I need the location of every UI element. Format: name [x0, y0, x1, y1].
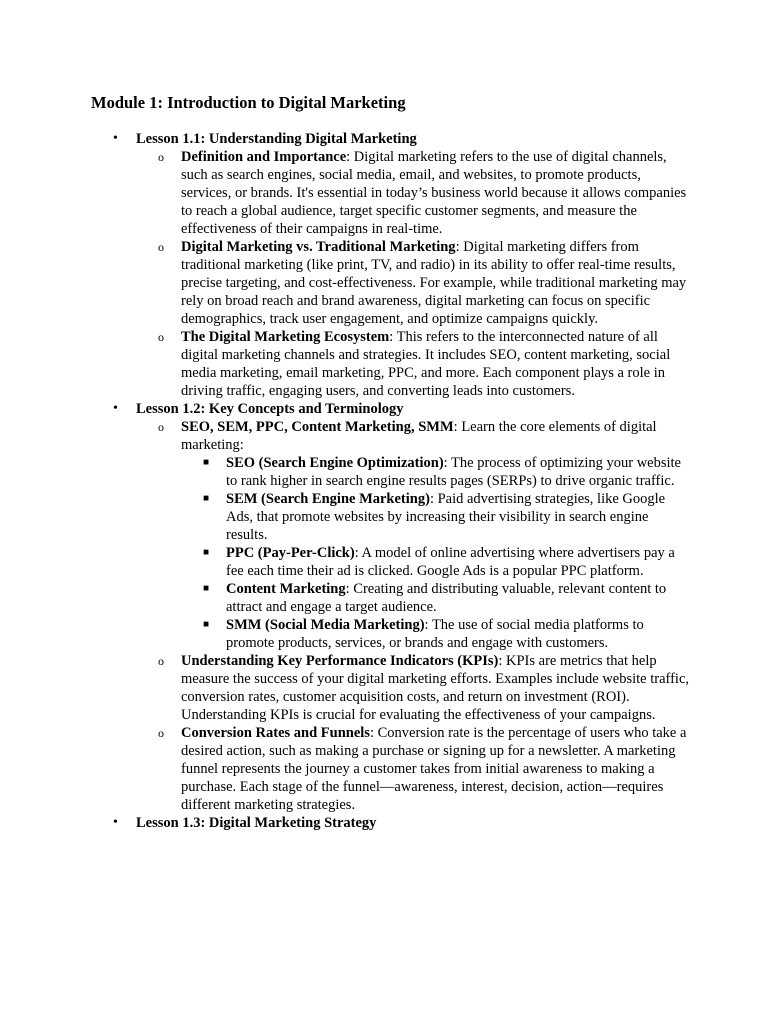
topic-term: Conversion Rates and Funnels [181, 725, 370, 741]
circle-bullet-icon: o [158, 420, 164, 434]
subtopic-term: SEO (Search Engine Optimization) [226, 455, 444, 471]
subtopic-term: PPC (Pay-Per-Click) [226, 545, 355, 561]
subtopic-item [181, 580, 691, 616]
circle-bullet-icon: o [158, 240, 164, 254]
topic-text: : This refers to the interconnected nature of all digital marketing channels and strategies. It includes SEO, content marketing, social media marketing, email marketing, PPC, and more. Each component plays a role in driving traffic, engaging users, and converting leads into customers. [181, 329, 671, 399]
square-bullet-icon: ■ [203, 619, 210, 630]
circle-bullet-icon: o [158, 330, 164, 344]
topic-item [136, 652, 691, 724]
module-title: Module 1: Introduction to Digital Marketing [91, 93, 406, 112]
square-bullet-icon: ■ [203, 547, 210, 558]
subtopic-item [181, 544, 691, 580]
circle-bullet-icon: o [158, 726, 164, 740]
circle-bullet-icon: o [158, 150, 164, 164]
subtopic-text: : The process of optimizing your website to rank higher in search engine results pages (SERPs) to drive organic traffic. [226, 455, 681, 489]
subtopic-item [181, 454, 691, 490]
topic-item [136, 724, 691, 814]
subtopic-text: : Paid advertising strategies, like Google Ads, that promote websites by increasing their visibility in search engine results. [226, 491, 666, 543]
square-bullet-icon: ■ [203, 457, 210, 468]
subtopic-text: : Creating and distributing valuable, relevant content to attract and engage a target audience. [226, 581, 667, 615]
subtopic-term: SMM (Social Media Marketing) [226, 617, 425, 633]
subtopic-item [181, 490, 691, 544]
lesson-title: Lesson 1.2: Key Concepts and Terminology [136, 401, 404, 417]
topic-term: Digital Marketing vs. Traditional Marketing [181, 239, 456, 255]
lesson-item [91, 400, 691, 814]
lesson-outline [91, 130, 691, 832]
square-bullet-icon: ■ [203, 583, 210, 594]
lesson-title: Lesson 1.1: Understanding Digital Marketing [136, 131, 417, 147]
topic-text: : Digital marketing refers to the use of digital channels, such as search engines, social media, email, and websites, to promote products, services, or brands. It's essential in today’s business world because it allows companies to reach a global audience, target specific customer segments, and measure the effectiveness of their campaigns in real-time. [181, 149, 687, 237]
topic-text: : KPIs are metrics that help measure the success of your digital marketing efforts. Examples include website traffic, conversion rates, customer acquisition costs, and return on investment (ROI). Understanding KPIs is crucial for evaluating the effectiveness of your campaigns. [181, 653, 690, 723]
topic-item [136, 328, 691, 400]
topic-term: SEO, SEM, PPC, Content Marketing, SMM [181, 419, 454, 435]
lesson-item [91, 814, 691, 832]
subtopic-text: : A model of online advertising where advertisers pay a fee each time their ad is clicked. Google Ads is a popular PPC platform. [226, 545, 675, 579]
lesson-title: Lesson 1.3: Digital Marketing Strategy [136, 815, 377, 831]
topic-text: : Digital marketing differs from traditional marketing (like print, TV, and radio) in its ability to offer real-time results, precise targeting, and cost-effectiveness. For example, while traditional marketing may rely on broad reach and brand awareness, digital marketing can focus on specific demographics, track user engagement, and optimize campaigns quickly. [181, 239, 687, 327]
topic-term: The Digital Marketing Ecosystem [181, 329, 390, 345]
bullet-icon: • [113, 401, 118, 416]
subtopic-item [181, 616, 691, 652]
lesson-item [91, 130, 691, 400]
lesson-list [91, 130, 691, 832]
topic-item [136, 148, 691, 238]
subtopic-text: : The use of social media platforms to promote products, services, or brands and engage with customers. [226, 617, 644, 651]
circle-bullet-icon: o [158, 654, 164, 668]
subtopic-list [181, 454, 691, 652]
subtopic-term: Content Marketing [226, 581, 346, 597]
topic-term: Definition and Importance [181, 149, 347, 165]
topic-term: Understanding Key Performance Indicators (KPIs) [181, 653, 499, 669]
topic-list [136, 148, 691, 400]
topic-text: : Conversion rate is the percentage of users who take a desired action, such as making a purchase or signing up for a newsletter. A marketing funnel represents the journey a customer takes from initial awareness to making a purchase. Each stage of the funnel—awareness, interest, decision, action—requires different marketing strategies. [181, 725, 687, 813]
bullet-icon: • [113, 131, 118, 146]
topic-item [136, 238, 691, 328]
topic-item [136, 418, 691, 652]
topic-list [136, 418, 691, 814]
subtopic-term: SEM (Search Engine Marketing) [226, 491, 430, 507]
topic-text: : Learn the core elements of digital marketing: [181, 419, 657, 453]
bullet-icon: • [113, 815, 118, 830]
square-bullet-icon: ■ [203, 493, 210, 504]
